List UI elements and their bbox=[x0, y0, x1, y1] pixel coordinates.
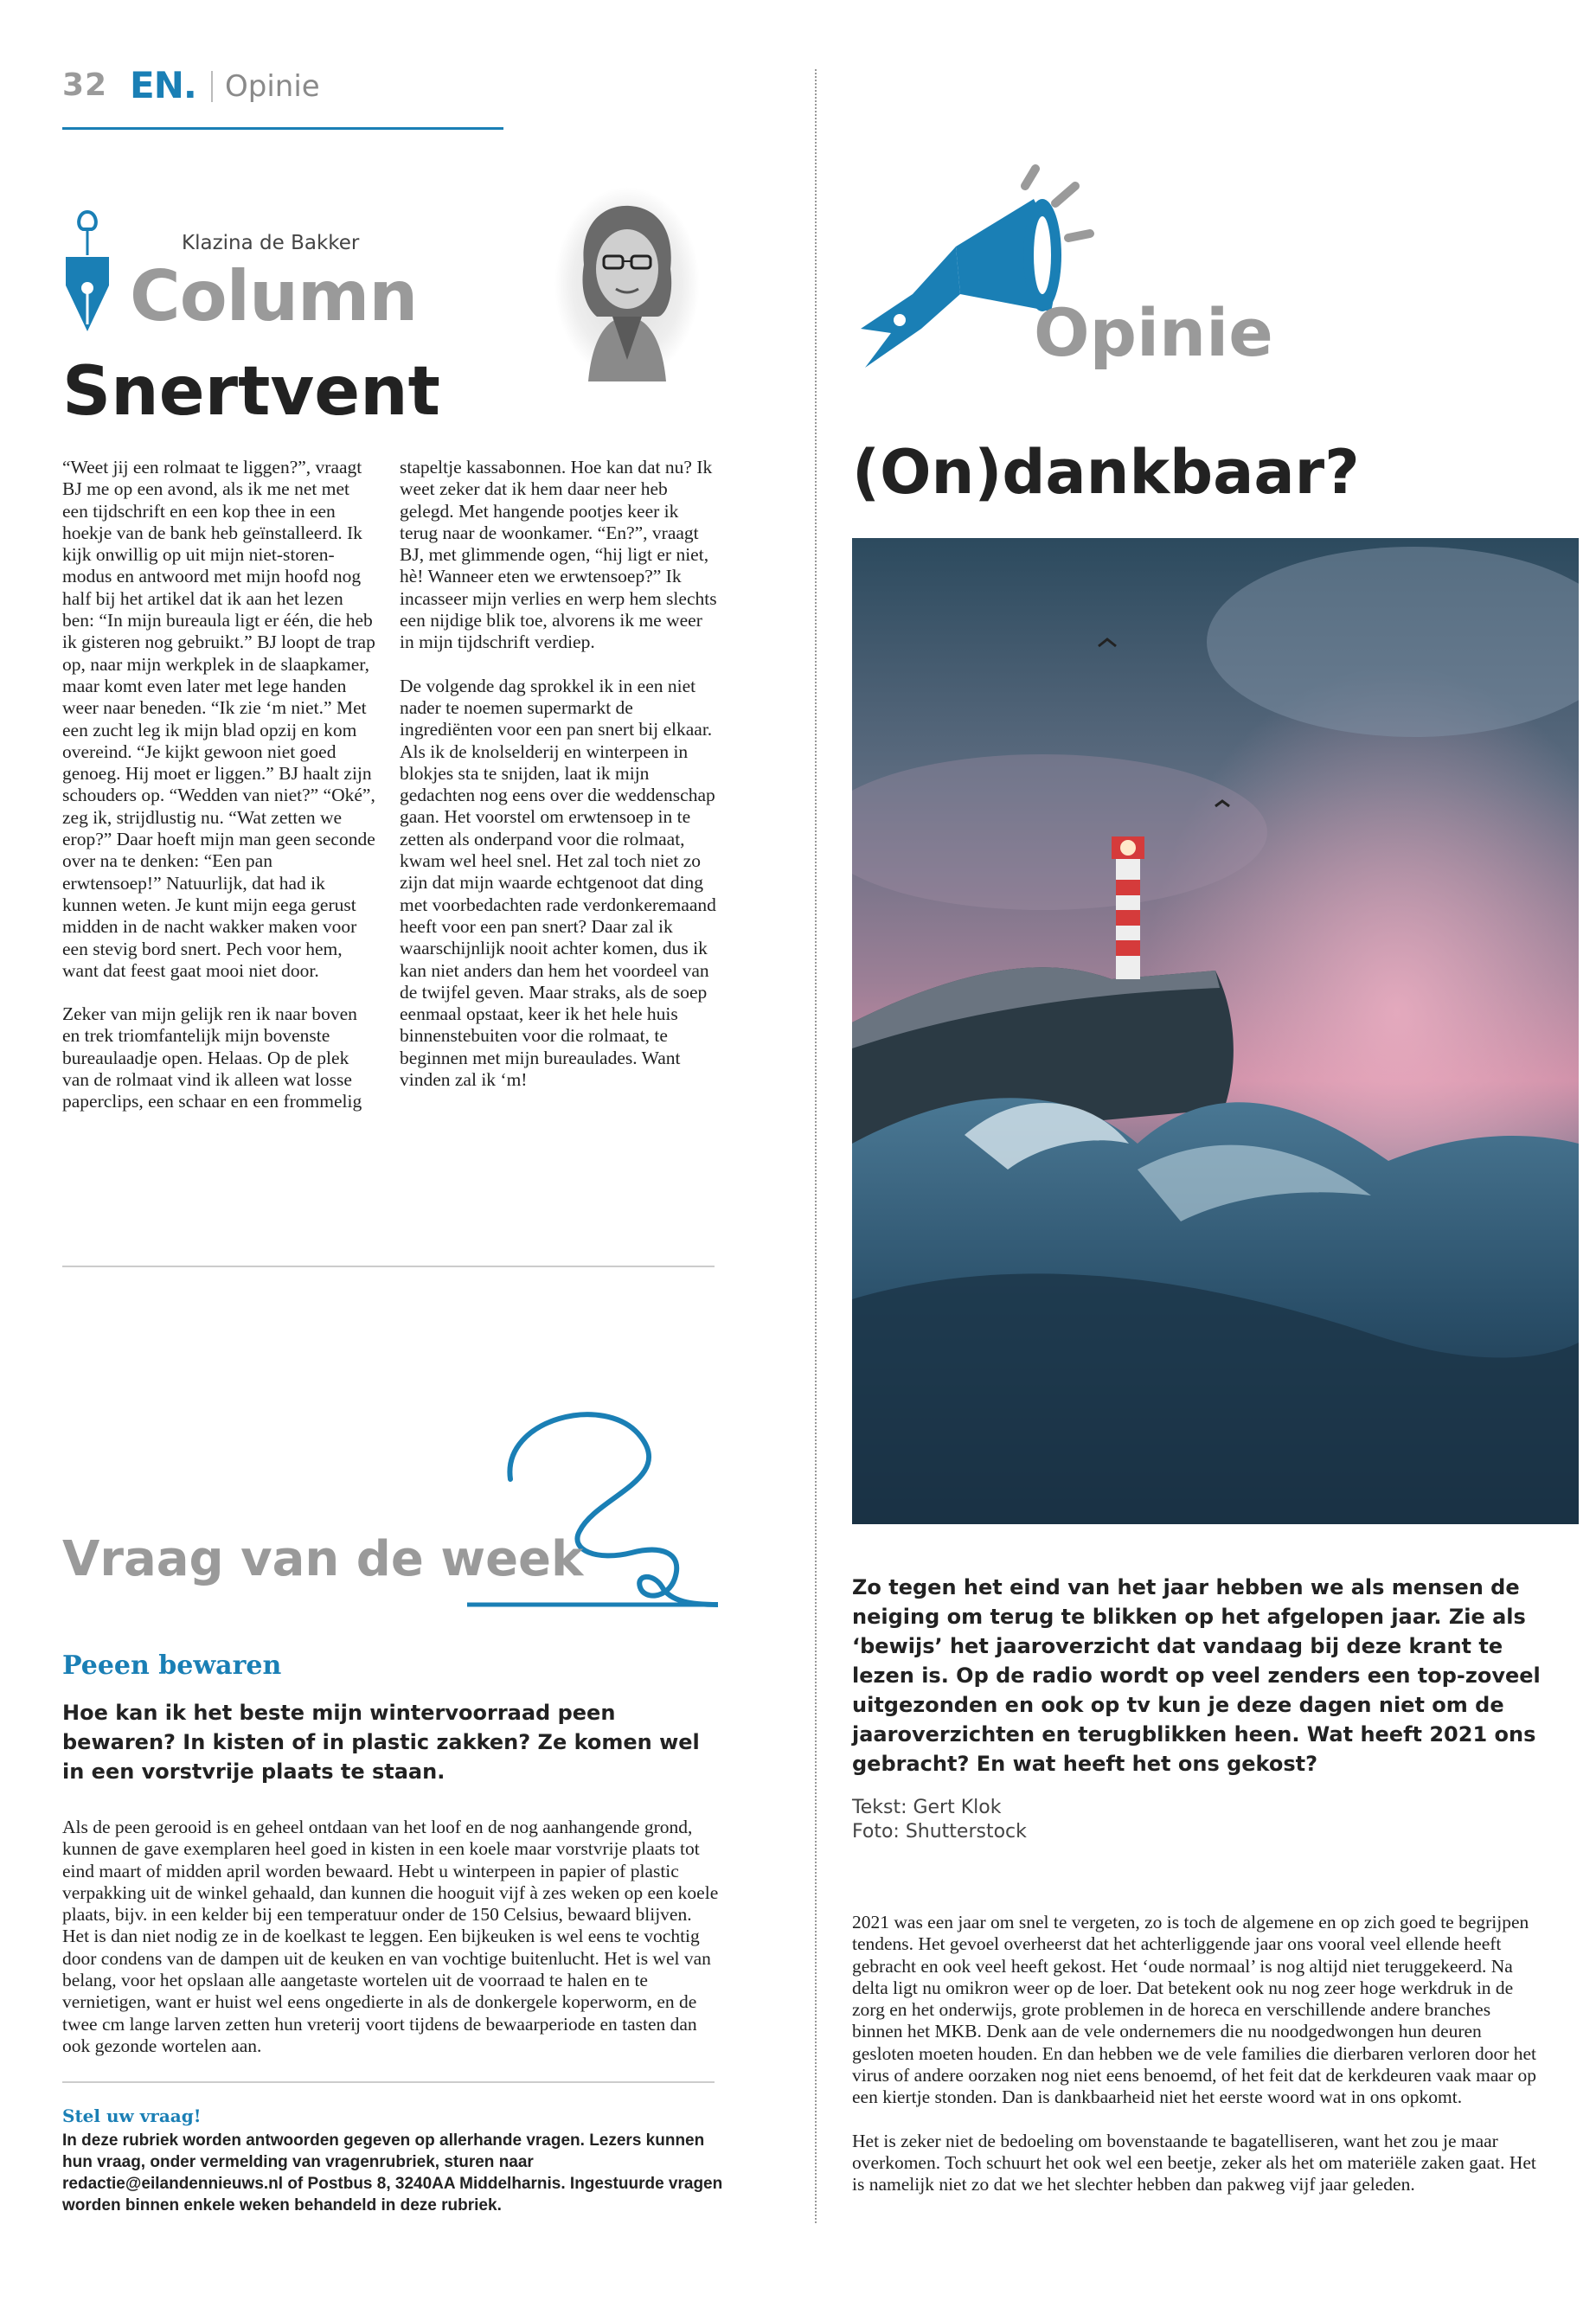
opinion-label: Opinie bbox=[1034, 294, 1273, 371]
newspaper-logo: EN. bbox=[130, 64, 196, 106]
section-name: Opinie bbox=[225, 69, 320, 104]
opinion-body bbox=[852, 1912, 1544, 2218]
opinion-headline: (On)dankbaar? bbox=[852, 437, 1360, 508]
lighthouse-storm-photo bbox=[852, 538, 1579, 1524]
paragraph: Zeker van mijn gelijk ren ik naar boven en trek triomfantelijk mijn bovenste bureaulaadje open. Helaas. Op de plek van de rolmaat vind ik alleen wat losse paperclips, een schaar en een frommelig bbox=[62, 1003, 362, 1112]
credit-photo: Foto: Shutterstock bbox=[852, 1821, 1027, 1843]
author-portrait bbox=[554, 187, 701, 381]
credit-text: Tekst: Gert Klok bbox=[852, 1797, 1002, 1818]
question-subtitle: Peeen bewaren bbox=[62, 1650, 282, 1681]
question-lead: Hoe kan ik het beste mijn wintervoorraad peen bewaren? In kisten of in plastic zakken? Ze komen wel in een vorstvrije plaats te staan. bbox=[62, 1701, 700, 1784]
section-rule bbox=[62, 2081, 715, 2083]
column-text-left bbox=[62, 457, 375, 1135]
page-number: 32 bbox=[62, 67, 108, 103]
question-section-title: Vraag van de week bbox=[62, 1531, 584, 1587]
paragraph: De volgende dag sprokkel ik in een niet nader te noemen supermarkt de ingrediënten voor een pan snert bij elkaar. Als ik de knolselderij en winterpeen in blokjes sta te snijden, laat ik mijn gedachten nog eens over die weddenschap gaan. Het voorstel om erwtensoep in te zetten als onderpand voor die rolmaat, kwam wel heel snel. Het zal toch niet zo zijn dat mijn waarde echtgenoot dat ding met voorbedachten rade verdonkeremaand heeft voor een pan snert? Daar zal ik waarschijnlijk nooit achter komen, dus ik kan niet anders dan hem het voordeel van de twijfel geven. Maar straks, als de soep eenmaal opstaat, keer ik het hele huis binnenstebuiten voor die rolmaat, te beginnen met mijn bureaulades. Want vinden zal ik ‘m! bbox=[400, 675, 716, 1091]
ask-question-title: Stel uw vraag! bbox=[62, 2106, 202, 2126]
fountain-pen-mouse-icon bbox=[61, 203, 114, 333]
header-rule bbox=[62, 127, 503, 130]
paragraph: Het is zeker niet de bedoeling om bovenstaande te bagatelliseren, want het zou je maar overkomen. Toch schuurt het ook wel een beetje, zeker als het om materiële zaken gaat. Het is namelijk niet zo dat we het slechter hebben dan pakweg vijf jaar geleden. bbox=[852, 2130, 1536, 2195]
column-author: Klazina de Bakker bbox=[182, 232, 360, 254]
opinion-credits bbox=[852, 1796, 1027, 1844]
question-answer: Als de peen gerooid is en geheel ontdaan van het loof en de nog aanhangende grond, kunnen de gave exemplaren heel goed in kisten in een koele maar vorstvrije plaats tot eind maart of midden april worden bewaard. Hebt u winterpeen in papier of plastic verpakking uit de winkel gehaald, dan kunnen die hooguit vijf à zes weken op een koele plaats, bijv. in een kelder bij een temperatuur onder de 150 Celsius, bewaard blijven. Het is dan niet nodig ze in de koelkast te leggen. Een bijkeuken is wel eens te vochtig door condens van de dampen uit de keuken en van vochtige buitenlucht. Het is wel van belang, voor het opslaan alle aangetaste wortelen uit de voorraad te halen en te vernietigen, want er huist wel eens ongedierte in als de donkergele koperworm, en de twee cm lange larven zetten hun vreterij voort tijdens de bewaarperiode en tasten dan ook gezonde wortelen aan. bbox=[62, 1817, 719, 2056]
column-label: Column bbox=[130, 256, 418, 336]
column-text-right bbox=[400, 457, 720, 1112]
opinion-lead: Zo tegen het eind van het jaar hebben we als mensen de neiging om terug te blikken op het afgelopen jaar. Zie als ‘bewijs’ het jaaroverzicht dat vandaag bij deze krant te lezen is. Op de radio wordt op veel zenders een top-zoveel uitgezonden en ook op tv kun je deze dagen niet om de jaaroverzichten en terugblikken heen. Wat heeft 2021 ons gebracht? En wat heeft het ons gekost? bbox=[852, 1575, 1541, 1776]
paragraph: stapeltje kassabonnen. Hoe kan dat nu? Ik weet zeker dat ik hem daar neer heb gelegd. Met hangende pootjes keer ik terug naar de woonkamer. “En?”, vraagt BJ, met glimmende ogen, “hij ligt er niet, hè! Wanneer eten we erwtensoep?” Ik incasseer mijn verlies en werp hem slechts een nijdige blik toe, alvorens ik me weer in mijn tijdschrift verdiep. bbox=[400, 457, 717, 653]
page-divider bbox=[815, 69, 817, 2223]
paragraph: 2021 was een jaar om snel te vergeten, zo is toch de algemene en op zich goed te begrijpen tendens. Het gevoel overheerst dat het achterliggende jaar ons vooral veel ellende heeft gebracht en ook veel heeft gekost. Het ‘oude normaal’ is nog altijd niet teruggekeerd. Na delta ligt nu omikron weer op de loer. Dat betekent ook nu nog zeer hoge werkdruk in de zorg en het onderwijs, grote problemen in de horeca en verschillende andere branches binnen het MKB. Denk aan de vele ondernemers die nu noodgedwongen hun deuren gesloten moeten houden. En dan hebben we de vele families die dierbaren verloren door het virus of andere oorzaken nog niet eens benoemd, of het feit dat de kerkdeuren vaak maar op een kiertje stonden. Dan is dankbaarheid niet het eerste woord wat in ons opkomt. bbox=[852, 1912, 1537, 2108]
paragraph: “Weet jij een rolmaat te liggen?”, vraagt BJ me op een avond, als ik me net met een tijdschrift en een kop thee in een hoekje van de bank heb geïnstalleerd. Ik kijk onwillig op uit mijn niet-storen-modus en antwoord met mijn hoofd nog half bij het artikel dat ik aan het lezen ben: “In mijn bureaula ligt er één, die heb ik gisteren nog gebruikt.” BJ loopt de trap op, naar mijn werkplek in de slaapkamer, maar komt even later met lege handen weer naar beneden. “Ik zie ‘m niet.” Met een zucht leg ik mijn blad opzij en kom overeind. “Je kijkt gewoon niet goed genoeg. Hij moet er liggen.” BJ haalt zijn schouders op. “Wedden van niet?” “Oké”, zeg ik, strijdlustig nu. “Wat zetten we erop?” Daar hoeft mijn man geen seconde over na te denken: “Een pan erwtensoep!” Natuurlijk, dat had ik kunnen weten. Je kunt mijn eega gerust midden in de nacht wakker maken voor een stevig bord snert. Pech voor hem, want dat feest gaat mooi niet door. bbox=[62, 457, 375, 981]
question-mark-icon bbox=[467, 1401, 718, 1622]
header-separator bbox=[211, 71, 213, 102]
column-headline: Snertvent bbox=[62, 353, 440, 431]
ask-question-text: In deze rubriek worden antwoorden gegeven op allerhande vragen. Lezers kunnen hun vraag, onder vermelding van vragenrubriek, sturen naar redactie@eilandennieuws.nl of Postbus 8, 3240AA Middelharnis. Ingestuurde vragen worden binnen enkele weken behandeld in deze rubriek. bbox=[62, 2131, 723, 2214]
section-rule bbox=[62, 1266, 715, 1267]
